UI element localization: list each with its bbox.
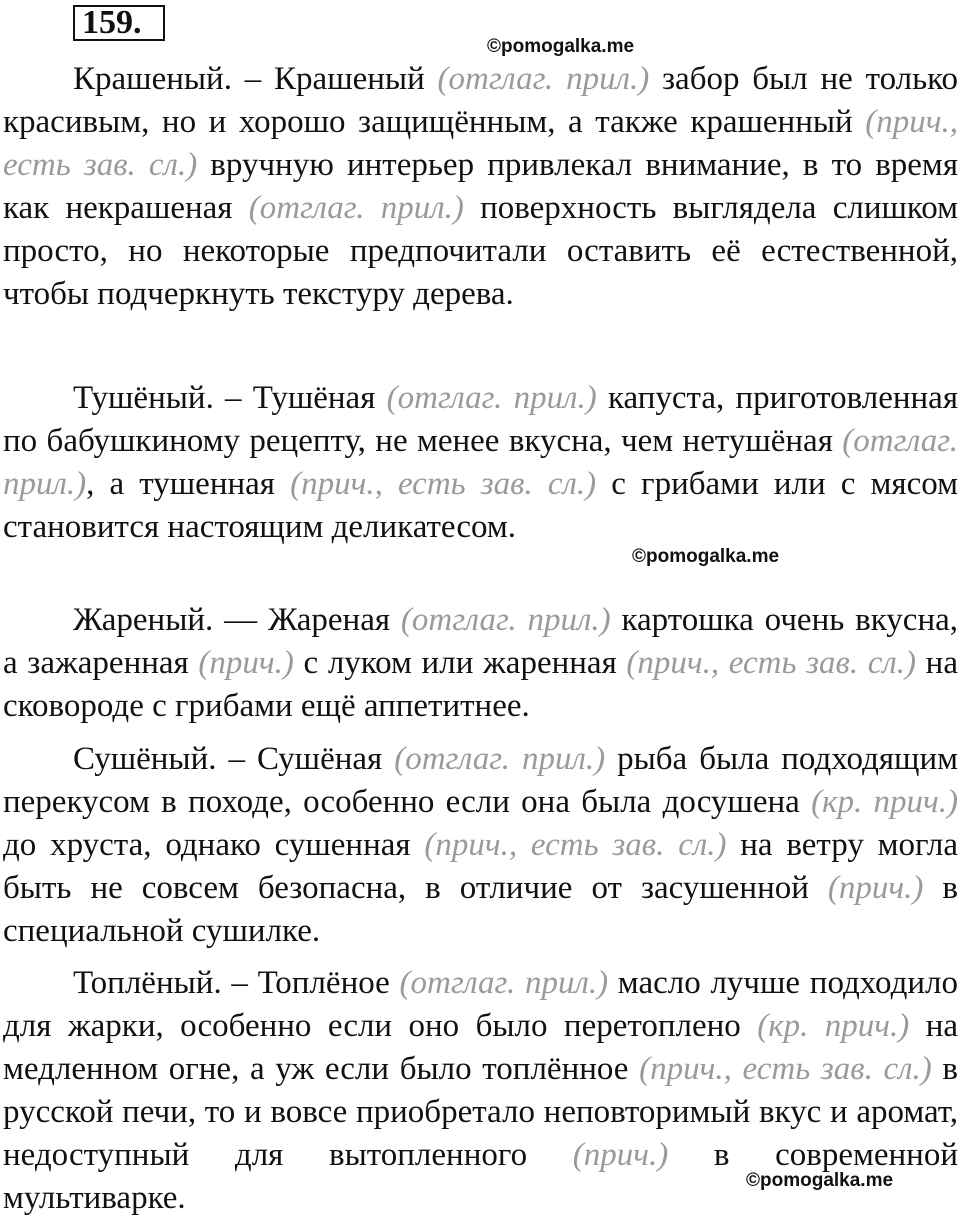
grammar-note: (прич.): [827, 870, 924, 906]
grammar-note: (кр. прич.): [757, 1008, 910, 1044]
text-segment: картошка очень вкусна, а зажаренная: [3, 602, 958, 681]
grammar-note: (отглаг. прил.): [3, 423, 958, 502]
text-segment: капуста, приготовленная по бабушкиному рецепту, не менее вкусна, чем нетушёная: [3, 380, 959, 459]
grammar-note: (отглаг. прил.): [386, 380, 597, 416]
grammar-note: (отглаг. прил.): [399, 965, 609, 1001]
paragraph-toplony: [3, 962, 958, 1220]
grammar-note: (кр. прич.): [811, 784, 958, 820]
paragraph-tushony: [3, 377, 958, 549]
exercise-number: 159.: [73, 5, 165, 41]
text-segment: до хруста, однако сушенная: [3, 827, 425, 863]
text-segment: , а тушенная: [86, 466, 291, 502]
text-segment: на медленном огне, а уж если было топлённое: [3, 1008, 958, 1087]
grammar-note: (прич.): [572, 1137, 669, 1173]
text-segment: рыба была подходящим перекусом в походе, особенно если она была досушена: [3, 741, 958, 820]
grammar-note: (прич., есть зав. сл.): [639, 1051, 932, 1087]
grammar-note: (прич., есть зав. сл.): [3, 104, 958, 183]
text-segment: в специальной сушилке.: [3, 870, 958, 949]
grammar-note: (прич., есть зав. сл.): [626, 645, 917, 681]
paragraph-krasheny: [3, 58, 958, 316]
grammar-note: (отглаг. прил.): [400, 602, 611, 638]
text-segment: в современной мультиварке.: [3, 1137, 958, 1216]
text-segment: Тушёный. – Тушёная: [73, 380, 387, 416]
grammar-note: (отглаг. прил.): [394, 741, 606, 777]
grammar-note: (отглаг. прил.): [248, 190, 464, 226]
text-segment: забор был не только красивым, но и хорошо защищённым, а также крашенный: [3, 61, 959, 140]
text-segment: Крашеный. – Крашеный: [73, 61, 438, 97]
text-segment: Топлёный. – Топлёное: [73, 965, 400, 1001]
text-segment: масло лучше подходило для жарки, особенно если оно было перетоплено: [3, 965, 958, 1044]
grammar-note: (прич.): [198, 645, 294, 681]
text-segment: поверхность выглядела слишком просто, но некоторые предпочитали оставить её естественной, чтобы подчеркнуть текстуру дерева.: [3, 190, 958, 312]
text-segment: с грибами или с мясом становится настоящим деликатесом.: [3, 466, 958, 545]
paragraph-zhareny: [3, 599, 958, 728]
text-segment: Жареный. — Жареная: [73, 602, 401, 638]
watermark: ©pomogalka.me: [746, 1170, 894, 1191]
text-segment: на ветру могла быть не совсем безопасна, в отличие от засушенной: [3, 827, 958, 906]
watermark: ©pomogalka.me: [632, 546, 780, 567]
grammar-note: (прич., есть зав. сл.): [424, 827, 727, 863]
text-segment: с луком или жаренная: [293, 645, 627, 681]
text-segment: Сушёный. – Сушёная: [73, 741, 395, 777]
grammar-note: (отглаг. прил.): [437, 61, 650, 97]
paragraph-sushony: [3, 738, 958, 953]
grammar-note: (прич., есть зав. сл.): [290, 466, 597, 502]
text-segment: в русской печи, то и вовсе приобретало неповторимый вкус и аромат, недоступный для вытопленного: [3, 1051, 959, 1173]
text-segment: вручную интерьер привлекал внимание, в то время как некрашеная: [3, 147, 958, 226]
text-segment: на сковороде с грибами ещё аппетитнее.: [3, 645, 958, 724]
watermark: ©pomogalka.me: [487, 36, 635, 57]
